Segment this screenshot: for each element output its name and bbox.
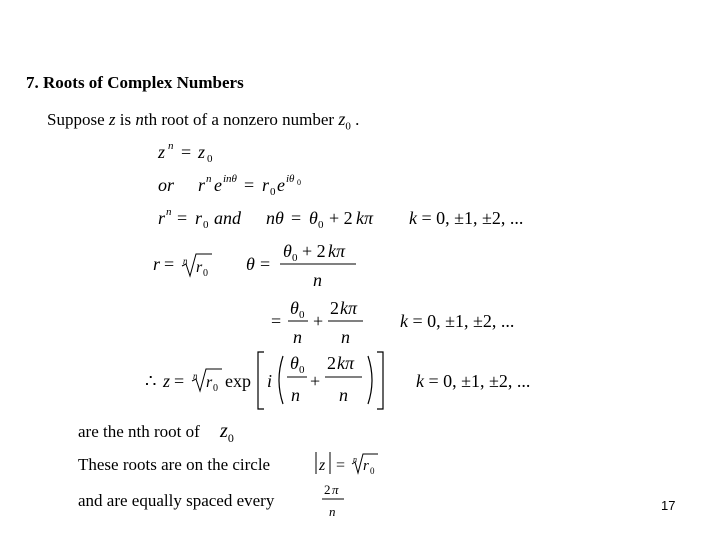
svg-text:θ: θ <box>309 208 318 228</box>
svg-text:n: n <box>339 385 348 405</box>
equation-4-r-text <box>150 250 220 280</box>
svg-text:=: = <box>336 457 346 474</box>
svg-text:=: = <box>174 371 185 391</box>
circle-note: These roots are on the circle <box>78 455 271 474</box>
svg-text:2: 2 <box>330 298 339 318</box>
intro-z: z <box>108 110 116 129</box>
svg-text:θ: θ <box>290 298 299 318</box>
equation-5-text <box>265 298 365 348</box>
svg-text:kπ: kπ <box>328 241 346 261</box>
svg-text:exp: exp <box>225 371 251 391</box>
svg-text:2: 2 <box>327 353 336 373</box>
svg-text:0: 0 <box>370 466 375 476</box>
svg-text:=: = <box>260 254 271 274</box>
svg-text:kπ: kπ <box>340 298 358 318</box>
svg-text:z: z <box>198 142 206 162</box>
equation-4-theta-text <box>240 240 360 290</box>
equation-3-text <box>150 206 390 228</box>
svg-text:z: z <box>163 371 171 391</box>
svg-text:+ 2: + 2 <box>302 241 326 261</box>
svg-text:kπ: kπ <box>337 353 355 373</box>
intro-text-1: Suppose <box>47 110 109 129</box>
svg-text:inθ: inθ <box>223 173 237 185</box>
svg-text:n: n <box>341 327 350 347</box>
spacing-fraction-text <box>320 482 348 520</box>
svg-text:r: r <box>153 254 161 274</box>
svg-text:r: r <box>206 374 213 391</box>
svg-text:0: 0 <box>299 364 305 376</box>
svg-text:and: and <box>214 208 241 228</box>
svg-text:nθ: nθ <box>266 208 284 228</box>
svg-text:n: n <box>168 140 174 152</box>
equation-1-text <box>150 140 220 162</box>
equation-6-k: k = 0, ±1, ±2, ... <box>416 371 531 391</box>
svg-text:2: 2 <box>324 482 331 497</box>
svg-text:θ: θ <box>290 353 299 373</box>
svg-text:0: 0 <box>270 186 276 198</box>
equation-2-text <box>150 173 310 195</box>
svg-text:∴: ∴ <box>145 371 157 391</box>
svg-text:+: + <box>313 311 324 331</box>
equation-3-k: k = 0, ±1, ±2, ... <box>409 208 524 228</box>
svg-text:r: r <box>158 208 166 228</box>
circle-equation-text <box>312 450 382 476</box>
svg-text:n: n <box>313 270 322 290</box>
intro-text-2: is <box>115 110 136 129</box>
svg-text:n: n <box>291 385 300 405</box>
svg-text:=: = <box>271 311 282 331</box>
svg-text:=: = <box>181 142 192 162</box>
section-heading: 7. Roots of Complex Numbers <box>26 73 244 92</box>
svg-text:0: 0 <box>213 383 218 394</box>
svg-text:=: = <box>177 208 188 228</box>
svg-text:θ: θ <box>283 241 292 261</box>
svg-text:iθ: iθ <box>286 173 295 185</box>
svg-text:n: n <box>206 173 212 185</box>
svg-text:+ 2: + 2 <box>329 208 353 228</box>
intro-text-3: th root of a nonzero number <box>143 110 339 129</box>
equation-6-k-text <box>412 369 542 391</box>
svg-text:0: 0 <box>203 268 208 279</box>
svg-text:e: e <box>214 175 222 195</box>
roots-note <box>78 420 234 446</box>
svg-text:r: r <box>198 175 206 195</box>
svg-text:=: = <box>291 208 302 228</box>
equation-6-text <box>140 350 390 410</box>
svg-text:+: + <box>310 371 321 391</box>
svg-text:π: π <box>332 482 339 497</box>
svg-text:0: 0 <box>292 252 298 264</box>
svg-text:e: e <box>277 175 285 195</box>
svg-text:n: n <box>166 206 172 218</box>
equation-5-k-text <box>396 309 526 331</box>
page-number: 17 <box>661 498 676 513</box>
svg-text:or: or <box>158 175 175 195</box>
svg-text:0: 0 <box>207 153 213 165</box>
svg-text:n: n <box>353 455 357 464</box>
equation-3-k-text <box>405 206 535 228</box>
svg-text:n: n <box>293 327 302 347</box>
svg-text:n: n <box>183 256 188 266</box>
svg-text:kπ: kπ <box>356 208 374 228</box>
svg-text:r: r <box>363 458 369 474</box>
intro-period: . <box>350 110 360 129</box>
svg-text:0: 0 <box>203 219 209 231</box>
svg-text:n: n <box>193 371 198 381</box>
intro-n: n <box>135 110 144 129</box>
roots-note-text: are the nth root of <box>78 422 200 441</box>
svg-text:r: r <box>195 208 203 228</box>
svg-text:0: 0 <box>318 219 324 231</box>
svg-text:0: 0 <box>297 178 301 187</box>
svg-text:i: i <box>267 371 273 391</box>
intro-z0: $z_0$ <box>338 109 351 133</box>
svg-text:n: n <box>329 504 336 519</box>
svg-text:θ: θ <box>246 254 255 274</box>
svg-text:=: = <box>244 175 255 195</box>
svg-text:z: z <box>319 457 326 474</box>
svg-text:z: z <box>158 142 166 162</box>
svg-text:0: 0 <box>299 309 305 321</box>
spacing-note: and are equally spaced every <box>78 491 275 510</box>
svg-text:r: r <box>196 259 203 276</box>
svg-text:=: = <box>164 254 175 274</box>
svg-text:r: r <box>262 175 270 195</box>
equation-5-k: k = 0, ±1, ±2, ... <box>400 311 515 331</box>
roots-note-z0: $z_0$ <box>220 420 234 445</box>
